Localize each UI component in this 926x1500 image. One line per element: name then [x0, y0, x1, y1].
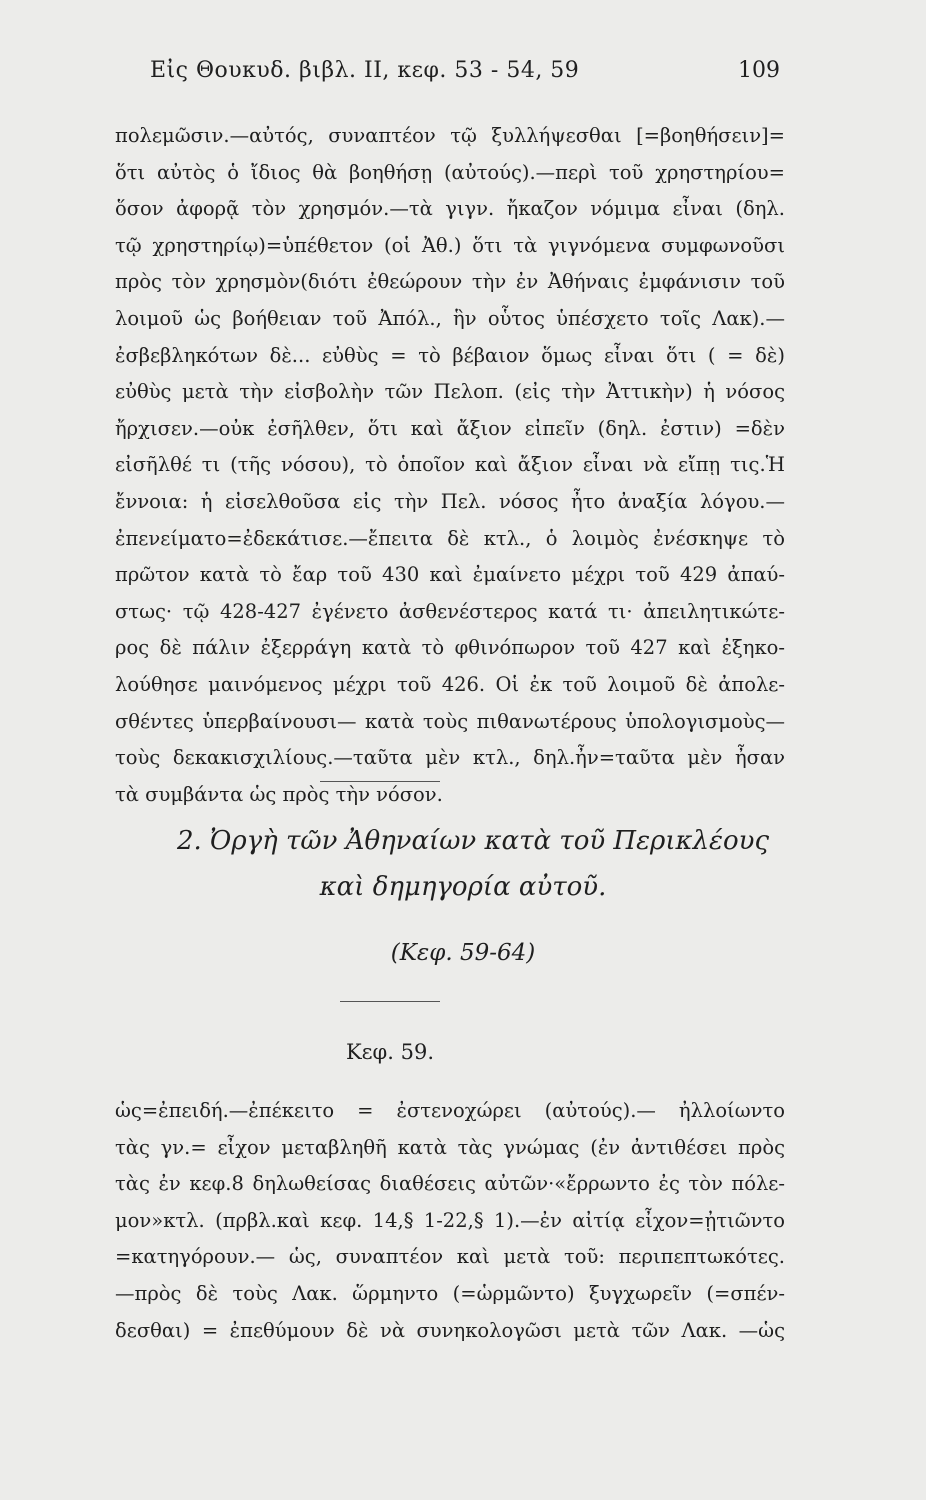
text-line: λούθησε μαινόμενος μέχρι τοῦ 426. Οἱ ἐκ τοῦ λοιμοῦ δὲ ἀπολε-	[115, 672, 785, 696]
text-line: δεσθαι) = ἐπεθύμουν δὲ νὰ συνηκολογῶσι μετὰ τῶν Λακ. —ὡς	[115, 1318, 785, 1342]
text-line: ἐπενείματο=ἐδεκάτισε.—ἔπειτα δὲ κτλ., ὁ λοιμὸς ἐνέσκηψε τὸ	[115, 526, 785, 550]
section-divider	[320, 781, 440, 782]
text-line: ὡς=ἐπειδή.—ἐπέκειτο = ἐστενοχώρει (αὐτούς).— ἠλλοίωντο	[115, 1099, 785, 1122]
text-line: ἐσβεβληκότων δὲ... εὐθὺς = τὸ βέβαιον ὅμως εἶναι ὅτι ( = δὲ)	[115, 343, 785, 367]
chapter-label: Κεφ. 59.	[345, 1040, 435, 1064]
page-number: 109	[738, 58, 780, 83]
running-head	[120, 58, 780, 94]
heading-divider	[340, 1001, 440, 1002]
text-line: τὰ συμβάντα ὡς πρὸς τὴν νόσον.	[115, 782, 443, 806]
section-heading: 2. Ὀργὴ τῶν Ἀθηναίων κατὰ τοῦ Περικλέους	[176, 826, 770, 856]
text-line: σθέντες ὑπερβαίνουσι— κατὰ τοὺς πιθανωτέρους ὑπολογισμοὺς—	[115, 709, 785, 733]
text-line: εἰσῆλθέ τι (τῆς νόσου), τὸ ὁποῖον καὶ ἄξιον εἶναι νὰ εἴπῃ τις.Ἡ	[115, 453, 785, 477]
text-line: ρος δὲ πάλιν ἐξερράγη κατὰ τὸ φθινόπωρον τοῦ 427 καὶ ἐξηκο-	[115, 636, 785, 660]
text-line: πολεμῶσιν.—αὐτός, συναπτέον τῷ ξυλλήψεσθαι [=βοηθήσειν]=	[115, 124, 785, 147]
chapter-range: (Κεφ. 59-64)	[390, 940, 536, 966]
commentary-top	[115, 118, 785, 813]
text-line: τὰς ἐν κεφ.8 δηλωθείσας διαθέσεις αὐτῶν·«ἔρρωντο ἐς τὸν πόλε-	[115, 1172, 785, 1196]
text-line: στως· τῷ 428-427 ἐγένετο ἀσθενέστερος κατά τι· ἀπειλητικώτε-	[115, 599, 785, 623]
text-line: λοιμοῦ ὡς βοήθειαν τοῦ Ἀπόλ., ἣν οὗτος ὑπέσχετο τοῖς Λακ).—	[115, 306, 785, 330]
section-heading-continued: καὶ δημηγορία αὐτοῦ.	[319, 872, 607, 902]
text-line: πρῶτον κατὰ τὸ ἔαρ τοῦ 430 καὶ ἐμαίνετο μέχρι τοῦ 429 ἀπαύ-	[115, 563, 785, 587]
text-line: πρὸς τὸν χρησμὸν(διότι ἐθεώρουν τὴν ἐν Ἀθήναις ἐμφάνισιν τοῦ	[115, 270, 785, 294]
text-line: =κατηγόρουν.— ὡς, συναπτέον καὶ μετὰ τοῦ: περιπεπτωκότες.	[115, 1245, 785, 1269]
commentary-bottom	[115, 1093, 785, 1349]
text-line: ἤρχισεν.—οὐκ ἐσῆλθεν, ὅτι καὶ ἄξιον εἰπεῖν (δηλ. ἐστιν) =δὲν	[115, 416, 785, 440]
text-line: εὐθὺς μετὰ τὴν εἰσβολὴν τῶν Πελοπ. (εἰς τὴν Ἀττικὴν) ἡ νόσος	[115, 380, 785, 404]
text-line: —πρὸς δὲ τοὺς Λακ. ὥρμηντο (=ὡρμῶντο) ξυγχωρεῖν (=σπέν-	[115, 1281, 785, 1305]
text-line: τὰς γν.= εἶχον μεταβληθῆ κατὰ τὰς γνώμας (ἐν ἀντιθέσει πρὸς	[115, 1135, 785, 1159]
text-line: τοὺς δεκακισχιλίους.—ταῦτα μὲν κτλ., δηλ.ἦν=ταῦτα μὲν ἦσαν	[115, 746, 785, 770]
running-title: Εἰς Θουκυδ. βιβλ. II, κεφ. 53 - 54, 59	[150, 58, 580, 83]
text-line: μον»κτλ. (πρβλ.καὶ κεφ. 14,§ 1-22,§ 1).—ἐν αἰτίᾳ εἶχον=ᾐτιῶντο	[115, 1208, 785, 1232]
text-line: ἔννοια: ἡ εἰσελθοῦσα εἰς τὴν Πελ. νόσος ἦτο ἀναξία λόγου.—	[115, 489, 785, 513]
text-line: ὅτι αὐτὸς ὁ ἴδιος θὰ βοηθήσῃ (αὐτούς).—περὶ τοῦ χρηστηρίου=	[115, 160, 785, 184]
text-line: ὅσον ἀφορᾷ τὸν χρησμόν.—τὰ γιγν. ἤκαζον νόμιμα εἶναι (δηλ.	[115, 197, 785, 221]
text-line: τῷ χρηστηρίῳ)=ὑπέθετον (οἱ Ἀθ.) ὅτι τὰ γιγνόμενα συμφωνοῦσι	[115, 233, 785, 257]
